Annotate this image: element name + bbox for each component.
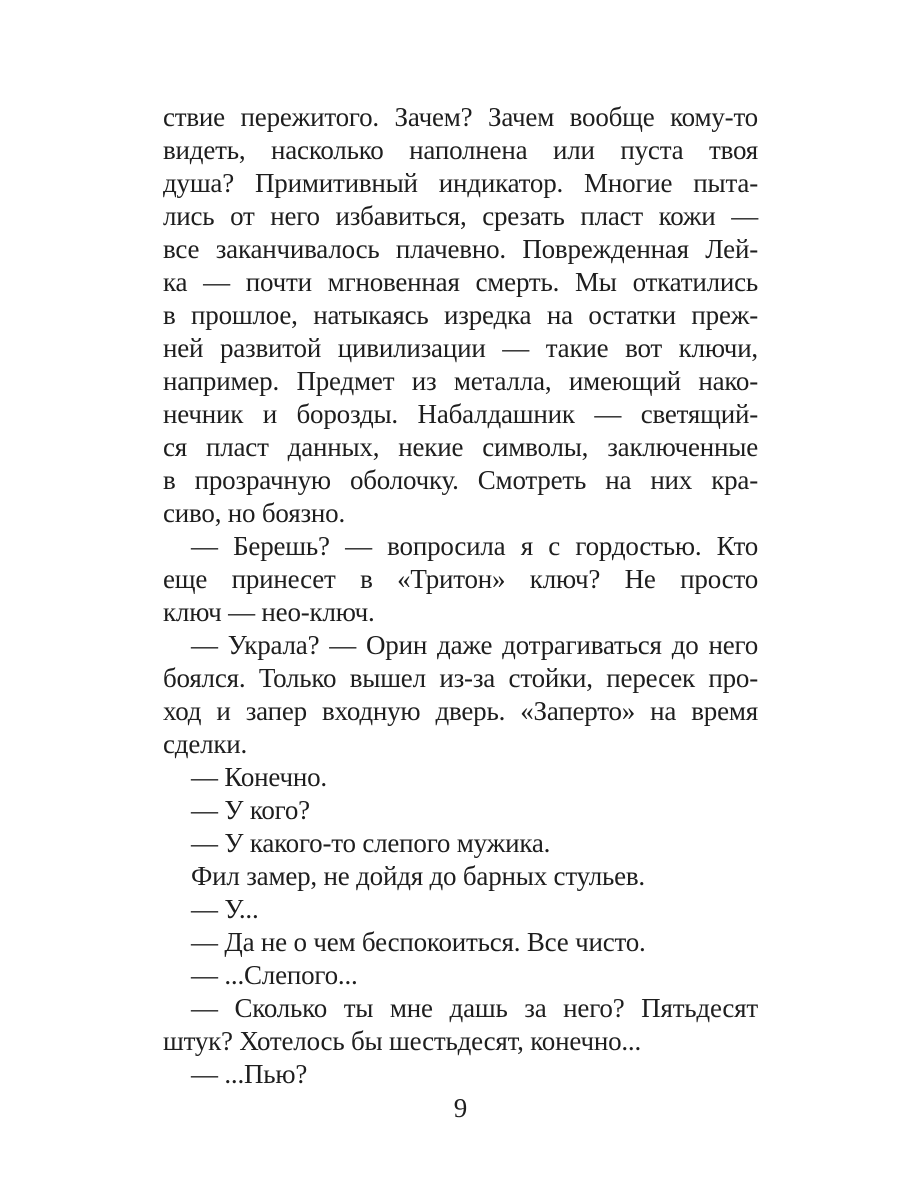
book-text [163,101,758,1091]
text-line: Фил замер, не дойдя до барных стульев. [191,861,645,891]
text-line: еще принесет в «Тритон» ключ? Не просто [163,564,758,594]
text-line: — Сколько ты мне дашь за него? Пятьдесят [191,993,758,1023]
text-line: — У какого-то слепого мужика. [191,828,551,858]
text-line: нечник и борозды. Набалдашник — светящий- [163,399,758,429]
text-line: — Берешь? — вопросила я с гордостью. Кто [191,531,758,561]
text-line: сделки. [163,729,248,759]
text-line: — У кого? [191,795,310,825]
page-number: 9 [453,1093,468,1123]
text-line: видеть, насколько наполнена или пуста твоя [163,135,758,165]
text-line: — Конечно. [191,762,327,792]
text-line: — ...Пью? [191,1059,308,1089]
text-line: ход и запер входную дверь. «Заперто» на время [163,696,758,726]
text-line: в прозрачную оболочку. Смотреть на них кра- [163,465,758,495]
text-line: сиво, но боязно. [163,498,346,528]
text-line: в прошлое, натыкаясь изредка на остатки преж- [163,300,758,330]
text-line: — У... [191,894,259,924]
text-line: ствие пережитого. Зачем? Зачем вообще кому-то [163,102,758,132]
text-line: ка — почти мгновенная смерть. Мы откатились [163,267,758,297]
text-line: — Да не о чем беспокоиться. Все чисто. [191,927,646,957]
text-line: например. Предмет из металла, имеющий нако- [163,366,758,396]
text-line: ключ — нео-ключ. [163,597,375,627]
text-line: лись от него избавиться, срезать пласт кожи — [163,201,758,231]
text-line: — ...Слепого... [191,960,358,990]
text-line: душа? Примитивный индикатор. Многие пыта- [163,168,758,198]
text-line: штук? Хотелось бы шестьдесят, конечно... [163,1026,642,1056]
text-line: боялся. Только вышел из-за стойки, пересек про- [163,663,758,693]
text-line: ся пласт данных, некие символы, заключенные [163,432,758,462]
text-line: — Украла? — Орин даже дотрагиваться до него [191,630,758,660]
text-line: все заканчивалось плачевно. Поврежденная Лей- [163,234,758,264]
text-line: ней развитой цивилизации — такие вот ключи, [163,333,758,363]
